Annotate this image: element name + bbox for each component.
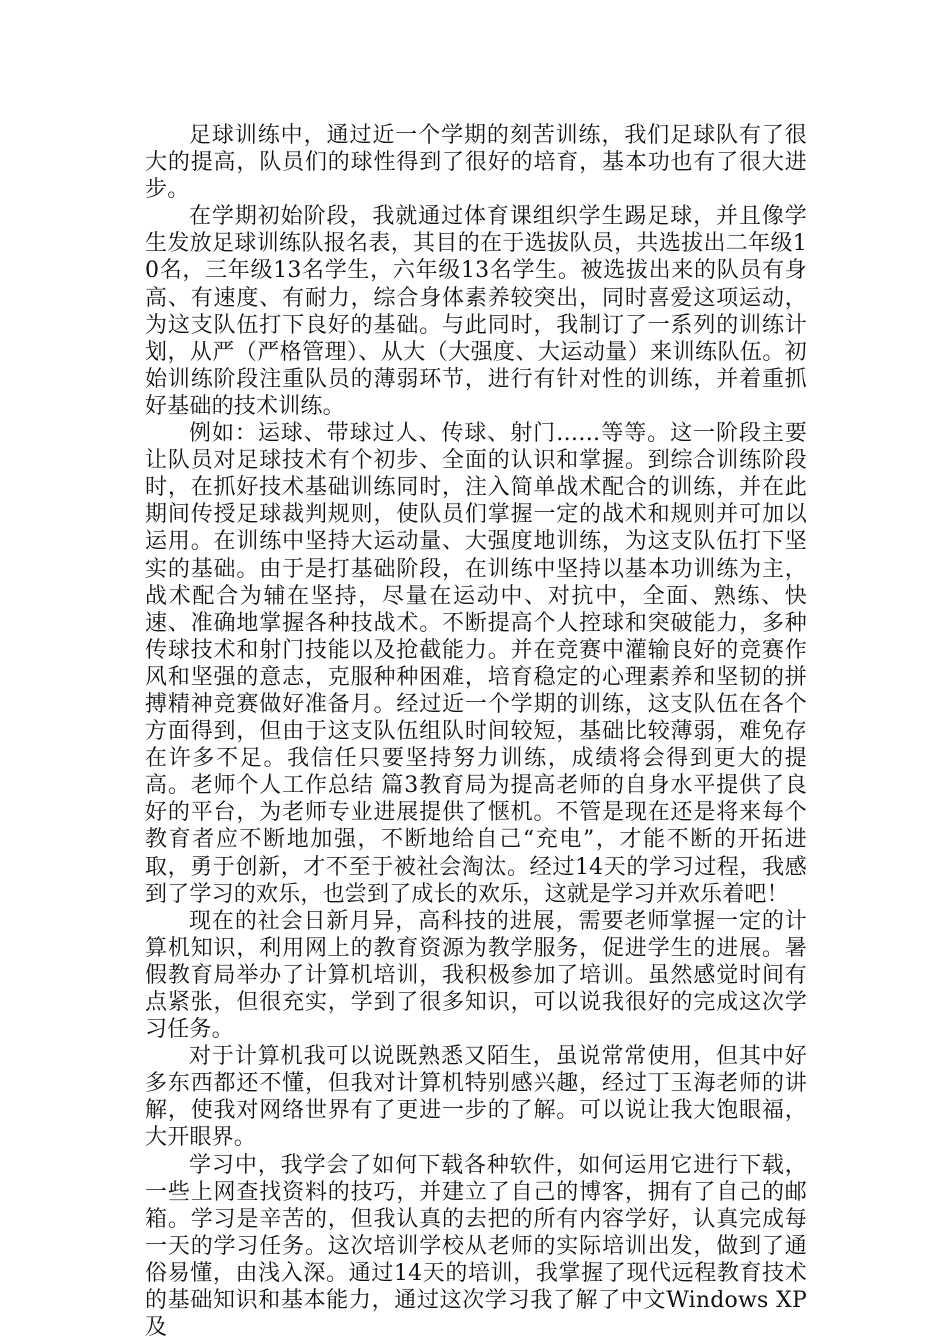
- paragraph-computer-interest: 对于计算机我可以说既熟悉又陌生，虽说常常使用，但其中好多东西都还不懂，但我对计算机特别感兴趣，经过丁玉海老师的讲解，使我对网络世界有了更进一步的了解。可以说让我大饱眼福，大开眼界。: [145, 1044, 807, 1151]
- paragraph-training-details: 例如：运球、带球过人、传球、射门……等等。这一阶段主要让队员对足球技术有个初步、全面的认识和掌握。到综合训练阶段时，在抓好技术基础训练同时，注入简单战术配合的训练，并在此期间传授足球裁判规则，使队员们掌握一定的战术和规则并可加以运用。在训练中坚持大运动量、大强度地训练，为这支队伍打下坚实的基础。由于是打基础阶段，在训练中坚持以基本功训练为主，战术配合为辅在坚持，尽量在运动中、对抗中，全面、熟练、快速、准确地掌握各种技战术。不断提高个人控球和突破能力，多种传球技术和射门技能以及抢截能力。并在竞赛中灌输良好的竞赛作风和坚强的意志，克服种种困难，培育稳定的心理素养和坚韧的拼搏精神竞赛做好准备月。经过近一个学期的训练，这支队伍在各个方面得到，但由于这支队伍组队时间较短，基础比较薄弱，难免存在许多不足。我信任只要坚持努力训练，成绩将会得到更大的提高。老师个人工作总结 篇3教育局为提高老师的自身水平提供了良好的平台，为老师专业进展提供了惬机。不管是现在还是将来每个教育者应不断地加强，不断地给自己“充电”，才能不断的开拓进取，勇于创新，才不至于被社会淘汰。经过14天的学习过程，我感到了学习的欢乐，也尝到了成长的欢乐，这就是学习并欢乐着吧！: [145, 421, 807, 907]
- paragraph-computer-training: 现在的社会日新月异，高科技的进展，需要老师掌握一定的计算机知识，利用网上的教育资源为教学服务，促进学生的进展。暑假教育局举办了计算机培训，我积极参加了培训。虽然感觉时间有点紧张，但很充实，学到了很多知识，可以说我很好的完成这次学习任务。: [145, 908, 807, 1043]
- paragraph-team-selection: 在学期初始阶段，我就通过体育课组织学生踢足球，并且像学生发放足球训练队报名表，其目的在于选拔队员，共选拔出二年级10名，三年级13名学生，六年级13名学生。被选拔出来的队员有身高、有速度、有耐力，综合身体素养较突出，同时喜爱这项运动，为这支队伍打下良好的基础。与此同时，我制订了一系列的训练计划，从严（严格管理）、从大（大强度、大运动量）来训练队伍。初始训练阶段注重队员的薄弱环节，进行有针对性的训练，并着重抓好基础的技术训练。: [145, 204, 807, 419]
- paragraph-learning-results: 学习中，我学会了如何下载各种软件，如何运用它进行下载，一些上网查找资料的技巧，并建立了自己的博客，拥有了自己的邮箱。学习是辛苦的，但我认真的去把的所有内容学好，认真完成每一天的学习任务。这次培训学校从老师的实际培训出发，做到了通俗易懂，由浅入深。通过14天的培训，我掌握了现代远程教育技术的基础知识和基本能力，通过这次学习我了解了中文Windows XP 及: [145, 1152, 807, 1341]
- document-body: [145, 122, 807, 1341]
- paragraph-football-intro: 足球训练中，通过近一个学期的刻苦训练，我们足球队有了很大的提高，队员们的球性得到了很好的培育，基本功也有了很大进步。: [145, 123, 807, 203]
